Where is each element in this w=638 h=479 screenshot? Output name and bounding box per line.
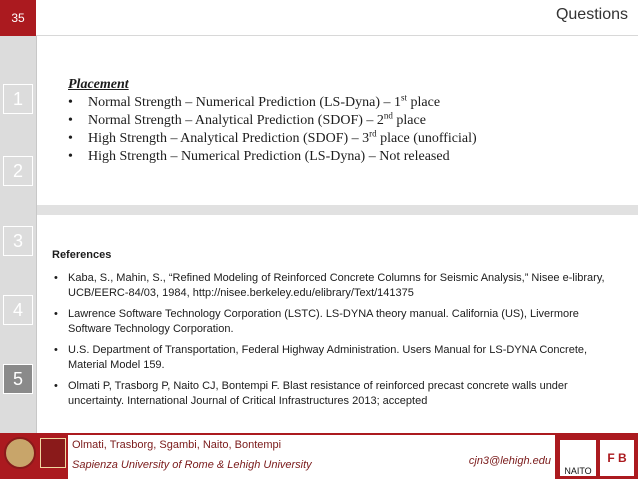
reference-item: • Kaba, S., Mahin, S., “Refined Modeling of Reinforced Concrete Columns for Seismic Analysis,” Nisee e-library, UCB/EERC-84/03, 1984, http://nisee.berkeley.edu/elibrary/Text/141375 [52, 271, 617, 301]
separator-band [37, 205, 638, 215]
references-heading: References [52, 249, 112, 261]
reference-item: • U.S. Department of Transportation, Federal Highway Administration. Users Manual for LS-DYNA Concrete, Material Model 159. [52, 343, 617, 373]
top-bar [0, 0, 638, 36]
top-divider [36, 35, 638, 36]
references-list [52, 271, 617, 415]
section-2-button[interactable]: 2 [3, 156, 33, 186]
placement-block [68, 76, 477, 166]
footer-affiliation: Sapienza University of Rome & Lehigh University [72, 459, 312, 471]
footer-bar [0, 433, 638, 479]
section-4-button[interactable]: 4 [3, 295, 33, 325]
section-5-button[interactable]: 5 [3, 364, 33, 394]
slide-title: Questions [555, 6, 628, 23]
reference-item: • Olmati P, Trasborg P, Naito CJ, Bontempi F. Blast resistance of reinforced precast concrete walls under uncertainty. International Journal of Critical Infrastructures 2013; accepted [52, 379, 617, 409]
placement-list [68, 94, 477, 166]
placement-item: • High Strength – Analytical Prediction (SDOF) – 3rd place (unofficial) [68, 130, 477, 148]
naito-logo-icon: NAITO [560, 440, 596, 476]
footer-authors: Olmati, Trasborg, Sgambi, Naito, Bontempi [72, 439, 282, 451]
placement-item: • High Strength – Numerical Prediction (LS-Dyna) – Not released [68, 148, 477, 166]
sapienza-seal-icon [4, 437, 36, 469]
section-3-button[interactable]: 3 [3, 226, 33, 256]
footer-panel [68, 435, 555, 479]
footer-email[interactable]: cjn3@lehigh.edu [468, 455, 551, 467]
placement-item: • Normal Strength – Numerical Prediction (LS-Dyna) – 1st place [68, 94, 477, 112]
lehigh-crest-icon [40, 438, 66, 468]
reference-item: • Lawrence Software Technology Corporation (LSTC). LS-DYNA theory manual. California (US), Livermore Software Technology Corporation. [52, 307, 617, 337]
section-1-button[interactable]: 1 [3, 84, 33, 114]
placement-item: • Normal Strength – Analytical Prediction (SDOF) – 2nd place [68, 112, 477, 130]
placement-heading: Placement [68, 77, 129, 92]
sidebar-divider [36, 36, 37, 433]
slide-number: 35 [0, 0, 36, 36]
fb-logo-icon: F B [600, 440, 634, 476]
